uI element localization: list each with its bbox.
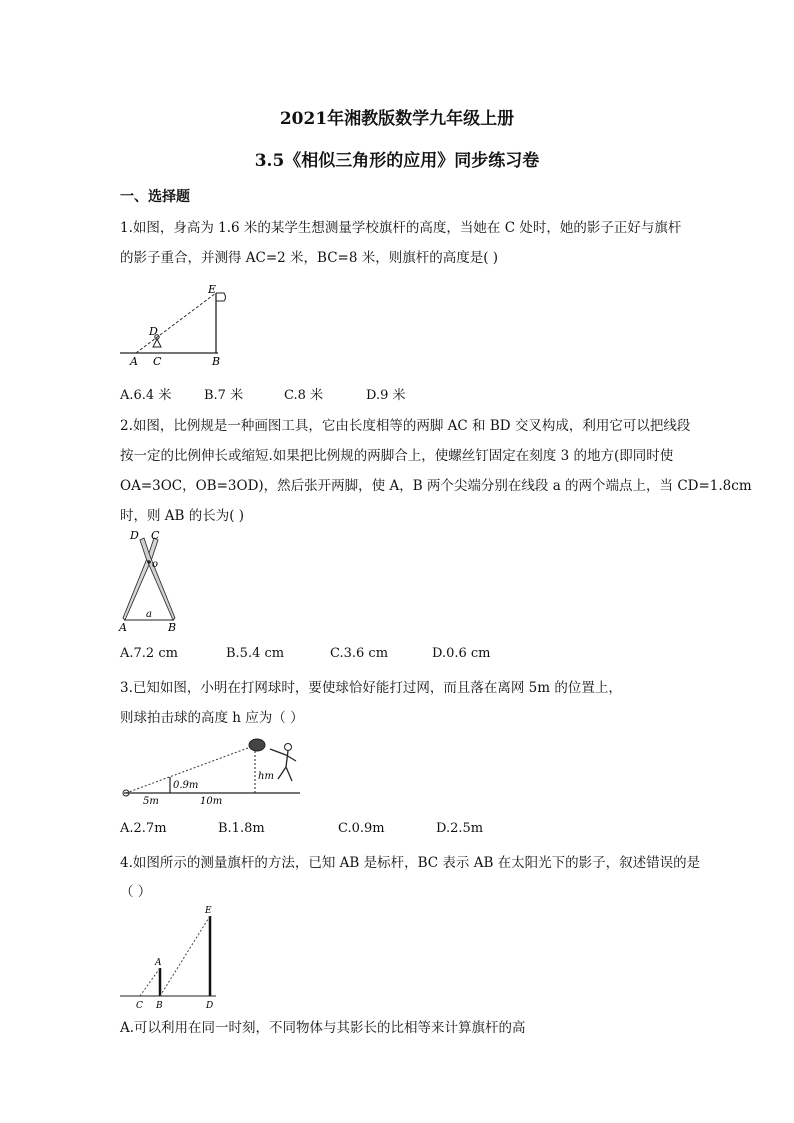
q2-label-A: A xyxy=(119,621,127,634)
q1-person-body xyxy=(153,339,161,347)
q4-text-line1: 4.如图所示的测量旗杆的方法，已知 AB 是标杆，BC 表示 AB 在太阳光下的影子，叙述错误的是 xyxy=(120,855,701,871)
q2-option-c[interactable]: C.3.6 cm xyxy=(330,646,389,661)
q1-label-A: A xyxy=(130,355,138,367)
q4-label-D: D xyxy=(206,1001,214,1011)
section-heading: 一、选择题 xyxy=(120,189,190,205)
document-title: 2021年湘教版数学九年级上册 xyxy=(279,109,515,129)
q3-label-h: hm xyxy=(258,771,274,782)
q3-option-d[interactable]: D.2.5m xyxy=(436,821,484,836)
q3-option-b[interactable]: B.1.8m xyxy=(218,821,265,836)
q4-label-E: E xyxy=(205,906,212,916)
q1-label-C: C xyxy=(153,355,162,367)
q2-leg-ac xyxy=(123,538,158,620)
q2-text-line1: 2.如图，比例规是一种画图工具，它由长度相等的两脚 AC 和 BD 交叉构成，利用它可以把线段 xyxy=(120,418,691,434)
q2-text-line3: OA=3OC，OB=3OD)，然后张开两脚，使 A，B 两个尖端分别在线段 a 的两个端点上，当 CD=1.8cm xyxy=(120,478,752,494)
q1-text-line2: 的影子重合，并测得 AC=2 米，BC=8 米，则旗杆的高度是( ) xyxy=(120,250,499,266)
q1-option-c[interactable]: C.8 米 xyxy=(284,388,324,403)
q2-text-line2: 按一定的比例伸长或缩短.如果把比例规的两脚合上，使螺丝钉固定在刻度 3 的地方(即同时使 xyxy=(120,448,674,464)
q1-flag xyxy=(216,293,226,301)
q3-option-c[interactable]: C.0.9m xyxy=(338,821,385,836)
q1-figure xyxy=(118,283,238,367)
q4-label-B: B xyxy=(156,1001,163,1011)
q2-option-b[interactable]: B.5.4 cm xyxy=(226,646,285,661)
q1-label-E: E xyxy=(208,283,217,296)
q3-text-line2: 则球拍击球的高度 h 应为（ ） xyxy=(120,710,304,726)
q1-option-b[interactable]: B.7 米 xyxy=(204,388,244,403)
q4-label-A: A xyxy=(155,958,162,968)
q2-figure xyxy=(116,530,182,634)
q1-label-D: D xyxy=(149,325,158,338)
q3-text-line1: 3.已知如图，小明在打网球时，要使球恰好能打过网，而且落在离网 5m 的位置上， xyxy=(120,680,622,696)
q4-ray-ca xyxy=(140,968,160,996)
q3-options xyxy=(120,821,483,836)
q2-option-d[interactable]: D.0.6 cm xyxy=(432,646,491,661)
q1-option-a[interactable]: A.6.4 米 xyxy=(120,388,172,403)
q4-label-C: C xyxy=(136,1001,143,1011)
q3-racket xyxy=(249,739,265,751)
q4-figure xyxy=(118,904,222,1012)
q2-label-a: a xyxy=(146,609,152,620)
q3-label-net-height: 0.9m xyxy=(173,780,199,791)
q2-label-B: B xyxy=(168,621,177,634)
q4-ray-be xyxy=(160,916,210,996)
q1-label-B: B xyxy=(212,355,221,367)
q2-option-a[interactable]: A.7.2 cm xyxy=(120,646,178,661)
q2-text-line4: 时，则 AB 的长为( ) xyxy=(120,508,245,524)
q3-option-a[interactable]: A.2.7m xyxy=(120,821,167,836)
q2-options xyxy=(120,646,491,661)
q2-label-C: C xyxy=(151,530,160,542)
document-subtitle: 3.5《相似三角形的应用》同步练习卷 xyxy=(254,151,540,171)
q4-text-line2: （ ） xyxy=(120,884,152,900)
q3-figure xyxy=(118,735,304,809)
q1-sun-ray xyxy=(136,293,216,353)
q1-text-line1: 1.如图，身高为 1.6 米的某学生想测量学校旗杆的高度，当她在 C 处时，她的影子正好与旗杆 xyxy=(120,220,682,236)
q1-option-d[interactable]: D.9 米 xyxy=(366,388,406,403)
q2-leg-bd xyxy=(140,538,175,620)
q3-player-head xyxy=(285,744,292,751)
q3-label-d2: 10m xyxy=(200,796,223,807)
q2-label-O: o xyxy=(152,559,159,570)
q1-options xyxy=(120,384,406,403)
q2-screw xyxy=(147,560,151,564)
q2-label-D: D xyxy=(130,530,139,542)
q4-option-a[interactable]: A.可以利用在同一时刻，不同物体与其影长的比相等来计算旗杆的高 xyxy=(120,1020,526,1036)
q3-label-d1: 5m xyxy=(143,796,159,807)
